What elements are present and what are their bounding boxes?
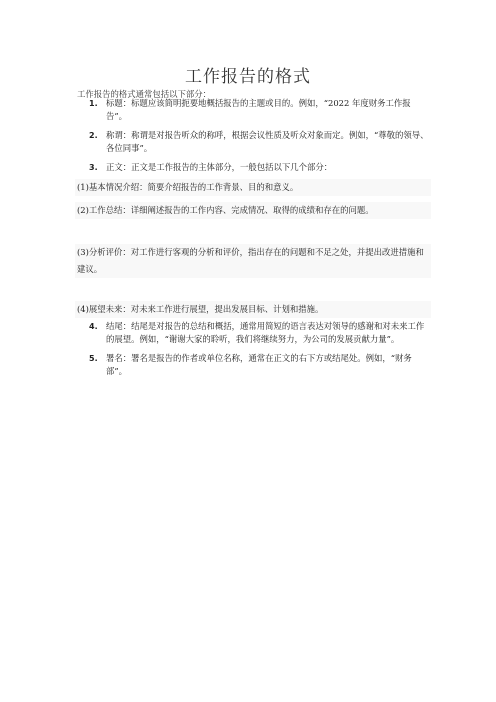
list-item-text: 称谓：称谓是对报告听众的称呼，根据会议性质及听众对象而定。例如，“尊敬的领导、各位同事”。 bbox=[106, 130, 429, 153]
list-item bbox=[89, 97, 429, 123]
list-item bbox=[89, 352, 429, 378]
numbered-list-first bbox=[89, 97, 429, 180]
list-item-number: 2. bbox=[89, 131, 98, 140]
paragraph-work-summary: (2)工作总结：详细阐述报告的工作内容、完成情况、取得的成绩和存在的问题。 bbox=[75, 202, 431, 219]
list-item-number: 1. bbox=[89, 99, 98, 108]
list-item bbox=[89, 129, 429, 155]
page-title: 工作报告的格式 bbox=[185, 67, 311, 87]
numbered-list-second bbox=[89, 320, 429, 384]
list-item bbox=[89, 320, 429, 346]
list-item-text: 署名：署名是报告的作者或单位名称，通常在正文的右下方或结尾处。例如，“财务部”。 bbox=[106, 353, 412, 376]
list-item-number: 5. bbox=[89, 354, 98, 363]
list-item-text: 正文：正文是工作报告的主体部分，一般包括以下几个部分： bbox=[106, 162, 333, 172]
paragraph-outlook: (4)展望未来：对未来工作进行展望，提出发展目标、计划和措施。 bbox=[75, 301, 431, 318]
list-item-number: 3. bbox=[89, 163, 98, 172]
paragraph-basic-info: (1)基本情况介绍：简要介绍报告的工作背景、目的和意义。 bbox=[75, 179, 431, 196]
list-item-text: 结尾：结尾是对报告的总结和概括，通常用简短的语言表达对领导的感谢和对未来工作的展望。例如，“谢谢大家的聆听，我们将继续努力，为公司的发展贡献力量”。 bbox=[106, 321, 425, 344]
intro-text: 工作报告的格式通常包括以下部分： bbox=[77, 89, 211, 99]
list-item-text: 标题：标题应该简明扼要地概括报告的主题或目的。例如，“2022 年度财务工作报告”。 bbox=[106, 98, 411, 121]
paragraph-analysis: (3)分析评价：对工作进行客观的分析和评价，指出存在的问题和不足之处，并提出改进措施和建议。 bbox=[75, 244, 431, 278]
list-item-number: 4. bbox=[89, 322, 98, 331]
list-item bbox=[89, 161, 429, 174]
